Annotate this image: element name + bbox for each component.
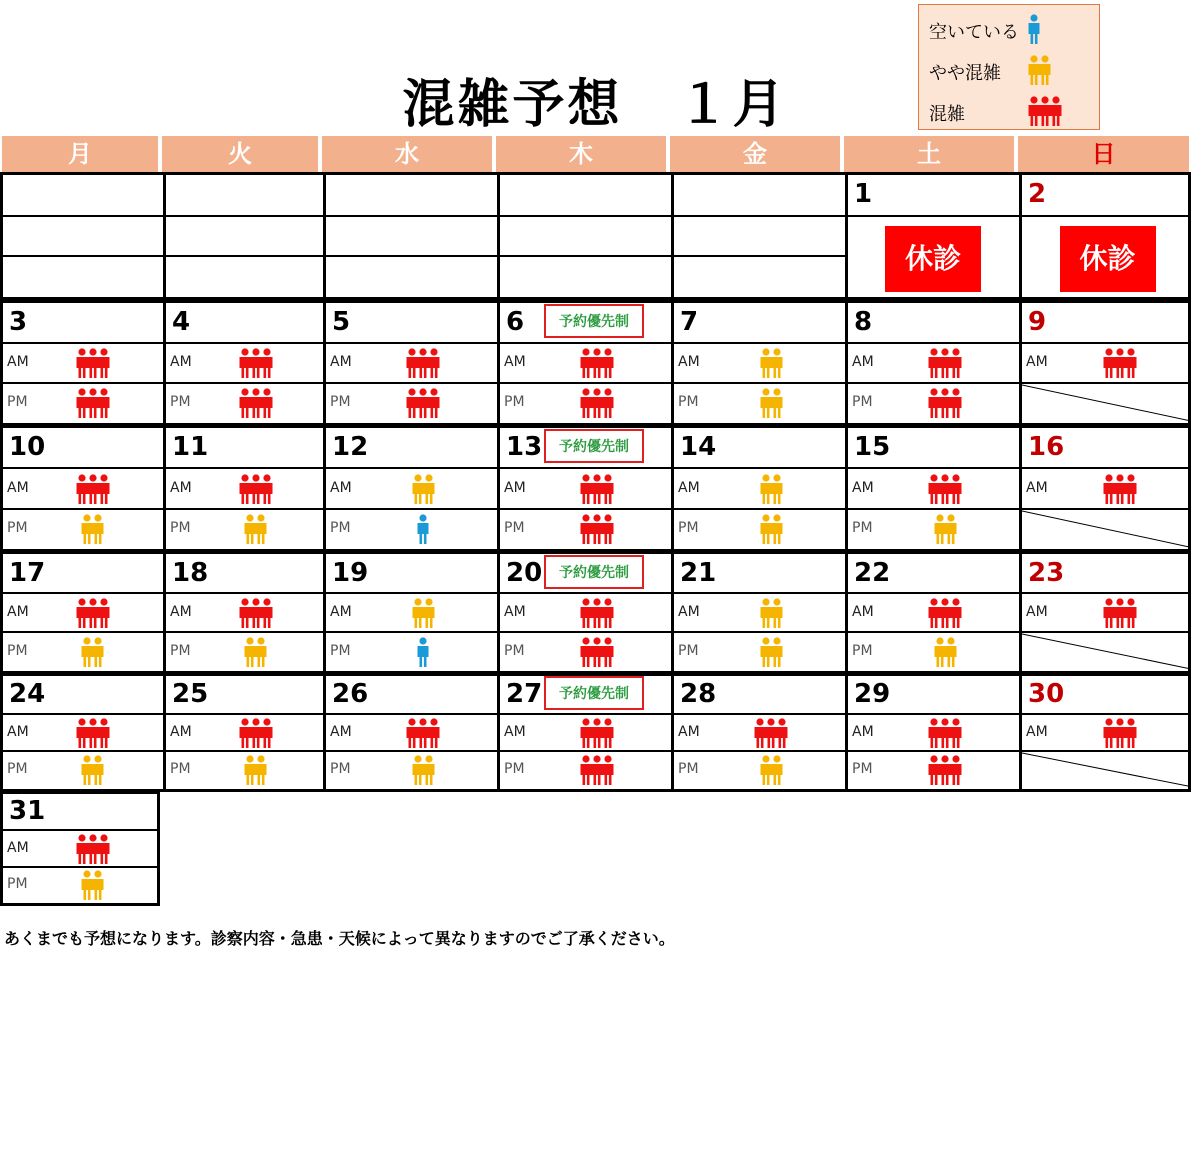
- pm-label: PM: [7, 761, 28, 778]
- row-divider: [848, 467, 1019, 469]
- people-three-icon-red: [75, 473, 111, 509]
- day-cell-30[interactable]: [1019, 676, 1188, 789]
- day-cell-11[interactable]: [163, 428, 323, 549]
- people-two-icon-yellow: [759, 347, 784, 383]
- people-three-icon-red: [927, 387, 963, 423]
- am-label: AM: [1026, 723, 1048, 740]
- day-number: 31: [9, 796, 46, 827]
- day-cell-24[interactable]: [3, 676, 163, 789]
- day-cell-2[interactable]: [1019, 175, 1188, 297]
- am-label: AM: [7, 479, 29, 496]
- empty-day-cell: [497, 175, 671, 297]
- people-three-icon-red: [927, 717, 963, 753]
- am-label: AM: [1026, 479, 1048, 496]
- people-three-icon-red: [927, 597, 963, 633]
- disclaimer-note: あくまでも予想になります。診察内容・急患・天候によって異なりますのでご了承ください。: [4, 929, 675, 948]
- row-divider: [1022, 592, 1188, 594]
- row-divider: [166, 215, 323, 217]
- day-number: 24: [9, 678, 46, 709]
- row-divider: [500, 255, 671, 257]
- day-cell-6[interactable]: [497, 303, 671, 423]
- am-label: AM: [330, 723, 352, 740]
- pm-label: PM: [7, 875, 28, 892]
- day-cell-22[interactable]: [845, 554, 1019, 671]
- day-cell-23[interactable]: [1019, 554, 1188, 671]
- no-service-slash: [1022, 509, 1191, 549]
- no-service-slash: [1022, 632, 1191, 671]
- people-two-icon-yellow: [933, 636, 958, 672]
- empty-day-cell: [3, 175, 163, 297]
- empty-day-cell: [163, 175, 323, 297]
- no-service-slash: [1022, 751, 1191, 789]
- people-three-icon-red: [579, 754, 615, 790]
- pm-label: PM: [330, 394, 351, 410]
- legend-item-high: [929, 93, 1063, 133]
- day-cell-31[interactable]: [3, 794, 157, 903]
- am-label: AM: [7, 723, 29, 740]
- row-divider: [500, 342, 671, 344]
- people-two-icon-yellow: [759, 387, 784, 423]
- day-cell-3[interactable]: [3, 303, 163, 423]
- day-number: 27: [506, 678, 543, 709]
- pm-label: PM: [330, 761, 351, 778]
- pm-label: PM: [852, 519, 873, 536]
- day-number: 2: [1028, 179, 1047, 210]
- legend-item-low: [929, 11, 1041, 51]
- pm-label: PM: [678, 519, 699, 536]
- people-three-icon-red: [238, 387, 274, 423]
- am-label: AM: [170, 354, 192, 370]
- am-label: AM: [7, 839, 29, 856]
- people-three-icon-red: [238, 597, 274, 633]
- people-two-icon-yellow: [933, 513, 958, 549]
- day-number: 17: [9, 557, 46, 588]
- pm-label: PM: [504, 642, 525, 659]
- people-three-icon-red: [927, 754, 963, 790]
- day-number: 11: [172, 432, 209, 463]
- empty-day-cell: [671, 175, 845, 297]
- reservation-priority-badge: 予約優先制: [544, 304, 644, 338]
- empty-day-cell: [323, 175, 497, 297]
- pm-label: PM: [504, 519, 525, 536]
- person-icon-blue: [416, 636, 430, 672]
- day-cell-27[interactable]: [497, 676, 671, 789]
- people-three-icon-red: [579, 513, 615, 549]
- day-cell-14[interactable]: [671, 428, 845, 549]
- people-two-icon-yellow: [243, 754, 268, 790]
- people-three-icon-red: [75, 347, 111, 383]
- calendar-week: [0, 425, 1191, 552]
- calendar-week: [0, 673, 1191, 792]
- people-two-icon-yellow: [243, 636, 268, 672]
- day-cell-15[interactable]: [845, 428, 1019, 549]
- am-label: AM: [7, 354, 29, 370]
- am-label: AM: [330, 479, 352, 496]
- row-divider: [500, 713, 671, 715]
- people-three-icon-red: [75, 833, 111, 869]
- people-three-icon-red: [579, 717, 615, 753]
- row-divider: [500, 215, 671, 217]
- calendar-week: [0, 172, 1191, 300]
- people-three-icon-red: [1102, 597, 1138, 633]
- row-divider: [3, 592, 163, 594]
- am-label: AM: [678, 603, 700, 620]
- am-label: AM: [7, 603, 29, 620]
- weekday-header: 日: [1016, 136, 1191, 172]
- closed-badge: 休診: [1060, 226, 1156, 292]
- row-divider: [674, 255, 845, 257]
- people-three-icon-red: [75, 597, 111, 633]
- day-number: 19: [332, 557, 369, 588]
- day-number: 28: [680, 678, 717, 709]
- am-label: AM: [170, 479, 192, 496]
- row-divider: [3, 215, 163, 217]
- pm-label: PM: [852, 394, 873, 410]
- am-label: AM: [1026, 354, 1048, 370]
- day-cell-17[interactable]: [3, 554, 163, 671]
- people-three-icon-red: [405, 387, 441, 423]
- day-cell-10[interactable]: [3, 428, 163, 549]
- row-divider: [326, 592, 497, 594]
- row-divider: [848, 215, 1019, 217]
- weekday-header: 火: [160, 136, 320, 172]
- people-three-icon-red: [579, 636, 615, 672]
- row-divider: [1022, 467, 1188, 469]
- reservation-priority-badge: 予約優先制: [544, 429, 644, 463]
- people-three-icon-red: [405, 347, 441, 383]
- row-divider: [3, 342, 163, 344]
- am-label: AM: [330, 603, 352, 620]
- day-number: 26: [332, 678, 369, 709]
- day-number: 10: [9, 432, 46, 463]
- day-cell-8[interactable]: [845, 303, 1019, 423]
- day-cell-13[interactable]: [497, 428, 671, 549]
- day-number: 12: [332, 432, 369, 463]
- people-three-icon-red: [1102, 717, 1138, 753]
- people-three-icon-red: [1027, 95, 1063, 131]
- calendar-week: [0, 791, 160, 906]
- row-divider: [500, 592, 671, 594]
- day-cell-16[interactable]: [1019, 428, 1188, 549]
- people-two-icon-yellow: [80, 869, 105, 905]
- pm-label: PM: [852, 642, 873, 659]
- people-three-icon-red: [579, 473, 615, 509]
- am-label: AM: [852, 479, 874, 496]
- people-three-icon-red: [753, 717, 789, 753]
- reservation-priority-badge: 予約優先制: [544, 676, 644, 710]
- row-divider: [500, 467, 671, 469]
- row-divider: [3, 713, 163, 715]
- row-divider: [326, 713, 497, 715]
- row-divider: [674, 342, 845, 344]
- am-label: AM: [1026, 603, 1048, 620]
- am-label: AM: [504, 603, 526, 620]
- day-cell-12[interactable]: [323, 428, 497, 549]
- day-number: 14: [680, 432, 717, 463]
- day-cell-7[interactable]: [671, 303, 845, 423]
- day-number: 18: [172, 557, 209, 588]
- pm-label: PM: [330, 642, 351, 659]
- am-label: AM: [852, 354, 874, 370]
- people-two-icon-yellow: [1027, 54, 1052, 90]
- people-three-icon-red: [927, 473, 963, 509]
- day-cell-19[interactable]: [323, 554, 497, 671]
- pm-label: PM: [170, 761, 191, 778]
- legend-item-mid: [929, 52, 1052, 92]
- people-two-icon-yellow: [80, 636, 105, 672]
- row-divider: [848, 342, 1019, 344]
- row-divider: [674, 713, 845, 715]
- legend-label: 混雑: [929, 104, 965, 125]
- people-three-icon-red: [579, 387, 615, 423]
- day-number: 15: [854, 432, 891, 463]
- day-cell-1[interactable]: [845, 175, 1019, 297]
- row-divider: [3, 829, 157, 831]
- calendar-week: [0, 300, 1191, 426]
- pm-label: PM: [504, 761, 525, 778]
- people-three-icon-red: [238, 347, 274, 383]
- row-divider: [1022, 342, 1188, 344]
- people-three-icon-red: [927, 347, 963, 383]
- pm-label: PM: [678, 394, 699, 410]
- day-number: 30: [1028, 678, 1065, 709]
- page-title: 混雑予想 １月: [402, 75, 788, 135]
- day-number: 29: [854, 678, 891, 709]
- day-number: 3: [9, 307, 28, 337]
- pm-label: PM: [852, 761, 873, 778]
- people-three-icon-red: [1102, 347, 1138, 383]
- day-cell-26[interactable]: [323, 676, 497, 789]
- am-label: AM: [504, 723, 526, 740]
- weekday-header: 金: [668, 136, 842, 172]
- row-divider: [674, 467, 845, 469]
- day-number: 7: [680, 307, 699, 337]
- row-divider: [326, 255, 497, 257]
- am-label: AM: [170, 603, 192, 620]
- row-divider: [326, 342, 497, 344]
- row-divider: [166, 592, 323, 594]
- people-three-icon-red: [75, 717, 111, 753]
- am-label: AM: [852, 723, 874, 740]
- people-three-icon-red: [579, 347, 615, 383]
- legend: [918, 4, 1100, 130]
- am-label: AM: [678, 723, 700, 740]
- weekday-header: 水: [320, 136, 494, 172]
- people-two-icon-yellow: [759, 754, 784, 790]
- row-divider: [848, 592, 1019, 594]
- people-three-icon-red: [405, 717, 441, 753]
- people-two-icon-yellow: [80, 754, 105, 790]
- row-divider: [326, 215, 497, 217]
- day-cell-28[interactable]: [671, 676, 845, 789]
- am-label: AM: [330, 354, 352, 370]
- row-divider: [326, 467, 497, 469]
- day-number: 22: [854, 557, 891, 588]
- row-divider: [166, 342, 323, 344]
- pm-label: PM: [678, 642, 699, 659]
- weekday-header: 土: [842, 136, 1016, 172]
- row-divider: [3, 467, 163, 469]
- reservation-priority-badge: 予約優先制: [544, 555, 644, 589]
- am-label: AM: [504, 479, 526, 496]
- row-divider: [166, 713, 323, 715]
- people-two-icon-yellow: [759, 473, 784, 509]
- people-two-icon-yellow: [411, 597, 436, 633]
- am-label: AM: [678, 479, 700, 496]
- people-three-icon-red: [238, 473, 274, 509]
- people-three-icon-red: [238, 717, 274, 753]
- row-divider: [1022, 215, 1188, 217]
- people-two-icon-yellow: [411, 473, 436, 509]
- day-number: 5: [332, 307, 351, 337]
- day-number: 16: [1028, 432, 1065, 463]
- row-divider: [674, 215, 845, 217]
- closed-badge: 休診: [885, 226, 981, 292]
- row-divider: [166, 255, 323, 257]
- day-cell-9[interactable]: [1019, 303, 1188, 423]
- day-number: 23: [1028, 557, 1065, 588]
- weekday-header: 月: [0, 136, 160, 172]
- pm-label: PM: [170, 519, 191, 536]
- am-label: AM: [504, 354, 526, 370]
- am-label: AM: [678, 354, 700, 370]
- weekday-header: 木: [494, 136, 668, 172]
- pm-label: PM: [7, 519, 28, 536]
- people-three-icon-red: [1102, 473, 1138, 509]
- am-label: AM: [852, 603, 874, 620]
- day-number: 13: [506, 432, 543, 463]
- day-number: 21: [680, 557, 717, 588]
- day-number: 9: [1028, 307, 1047, 337]
- am-label: AM: [170, 723, 192, 740]
- day-number: 6: [506, 307, 525, 337]
- row-divider: [166, 467, 323, 469]
- row-divider: [848, 713, 1019, 715]
- row-divider: [3, 255, 163, 257]
- people-two-icon-yellow: [759, 513, 784, 549]
- row-divider: [674, 592, 845, 594]
- day-number: 1: [854, 179, 873, 210]
- day-cell-29[interactable]: [845, 676, 1019, 789]
- row-divider: [1022, 713, 1188, 715]
- day-cell-25[interactable]: [163, 676, 323, 789]
- calendar-week: [0, 551, 1191, 674]
- people-three-icon-red: [75, 387, 111, 423]
- pm-label: PM: [678, 761, 699, 778]
- people-two-icon-yellow: [411, 754, 436, 790]
- day-cell-21[interactable]: [671, 554, 845, 671]
- legend-label: やや混雑: [929, 63, 1001, 84]
- day-cell-4[interactable]: [163, 303, 323, 423]
- day-cell-20[interactable]: [497, 554, 671, 671]
- pm-label: PM: [330, 519, 351, 536]
- day-number: 8: [854, 307, 873, 337]
- no-service-slash: [1022, 383, 1191, 423]
- day-number: 25: [172, 678, 209, 709]
- day-number: 20: [506, 557, 543, 588]
- pm-label: PM: [170, 642, 191, 659]
- people-two-icon-yellow: [243, 513, 268, 549]
- legend-label: 空いている: [929, 22, 1019, 43]
- day-cell-18[interactable]: [163, 554, 323, 671]
- pm-label: PM: [170, 394, 191, 410]
- pm-label: PM: [504, 394, 525, 410]
- person-icon-blue: [416, 513, 430, 549]
- day-cell-5[interactable]: [323, 303, 497, 423]
- person-icon-blue: [1027, 13, 1041, 49]
- day-number: 4: [172, 307, 191, 337]
- people-two-icon-yellow: [759, 597, 784, 633]
- pm-label: PM: [7, 642, 28, 659]
- people-two-icon-yellow: [759, 636, 784, 672]
- people-two-icon-yellow: [80, 513, 105, 549]
- pm-label: PM: [7, 394, 28, 410]
- people-three-icon-red: [579, 597, 615, 633]
